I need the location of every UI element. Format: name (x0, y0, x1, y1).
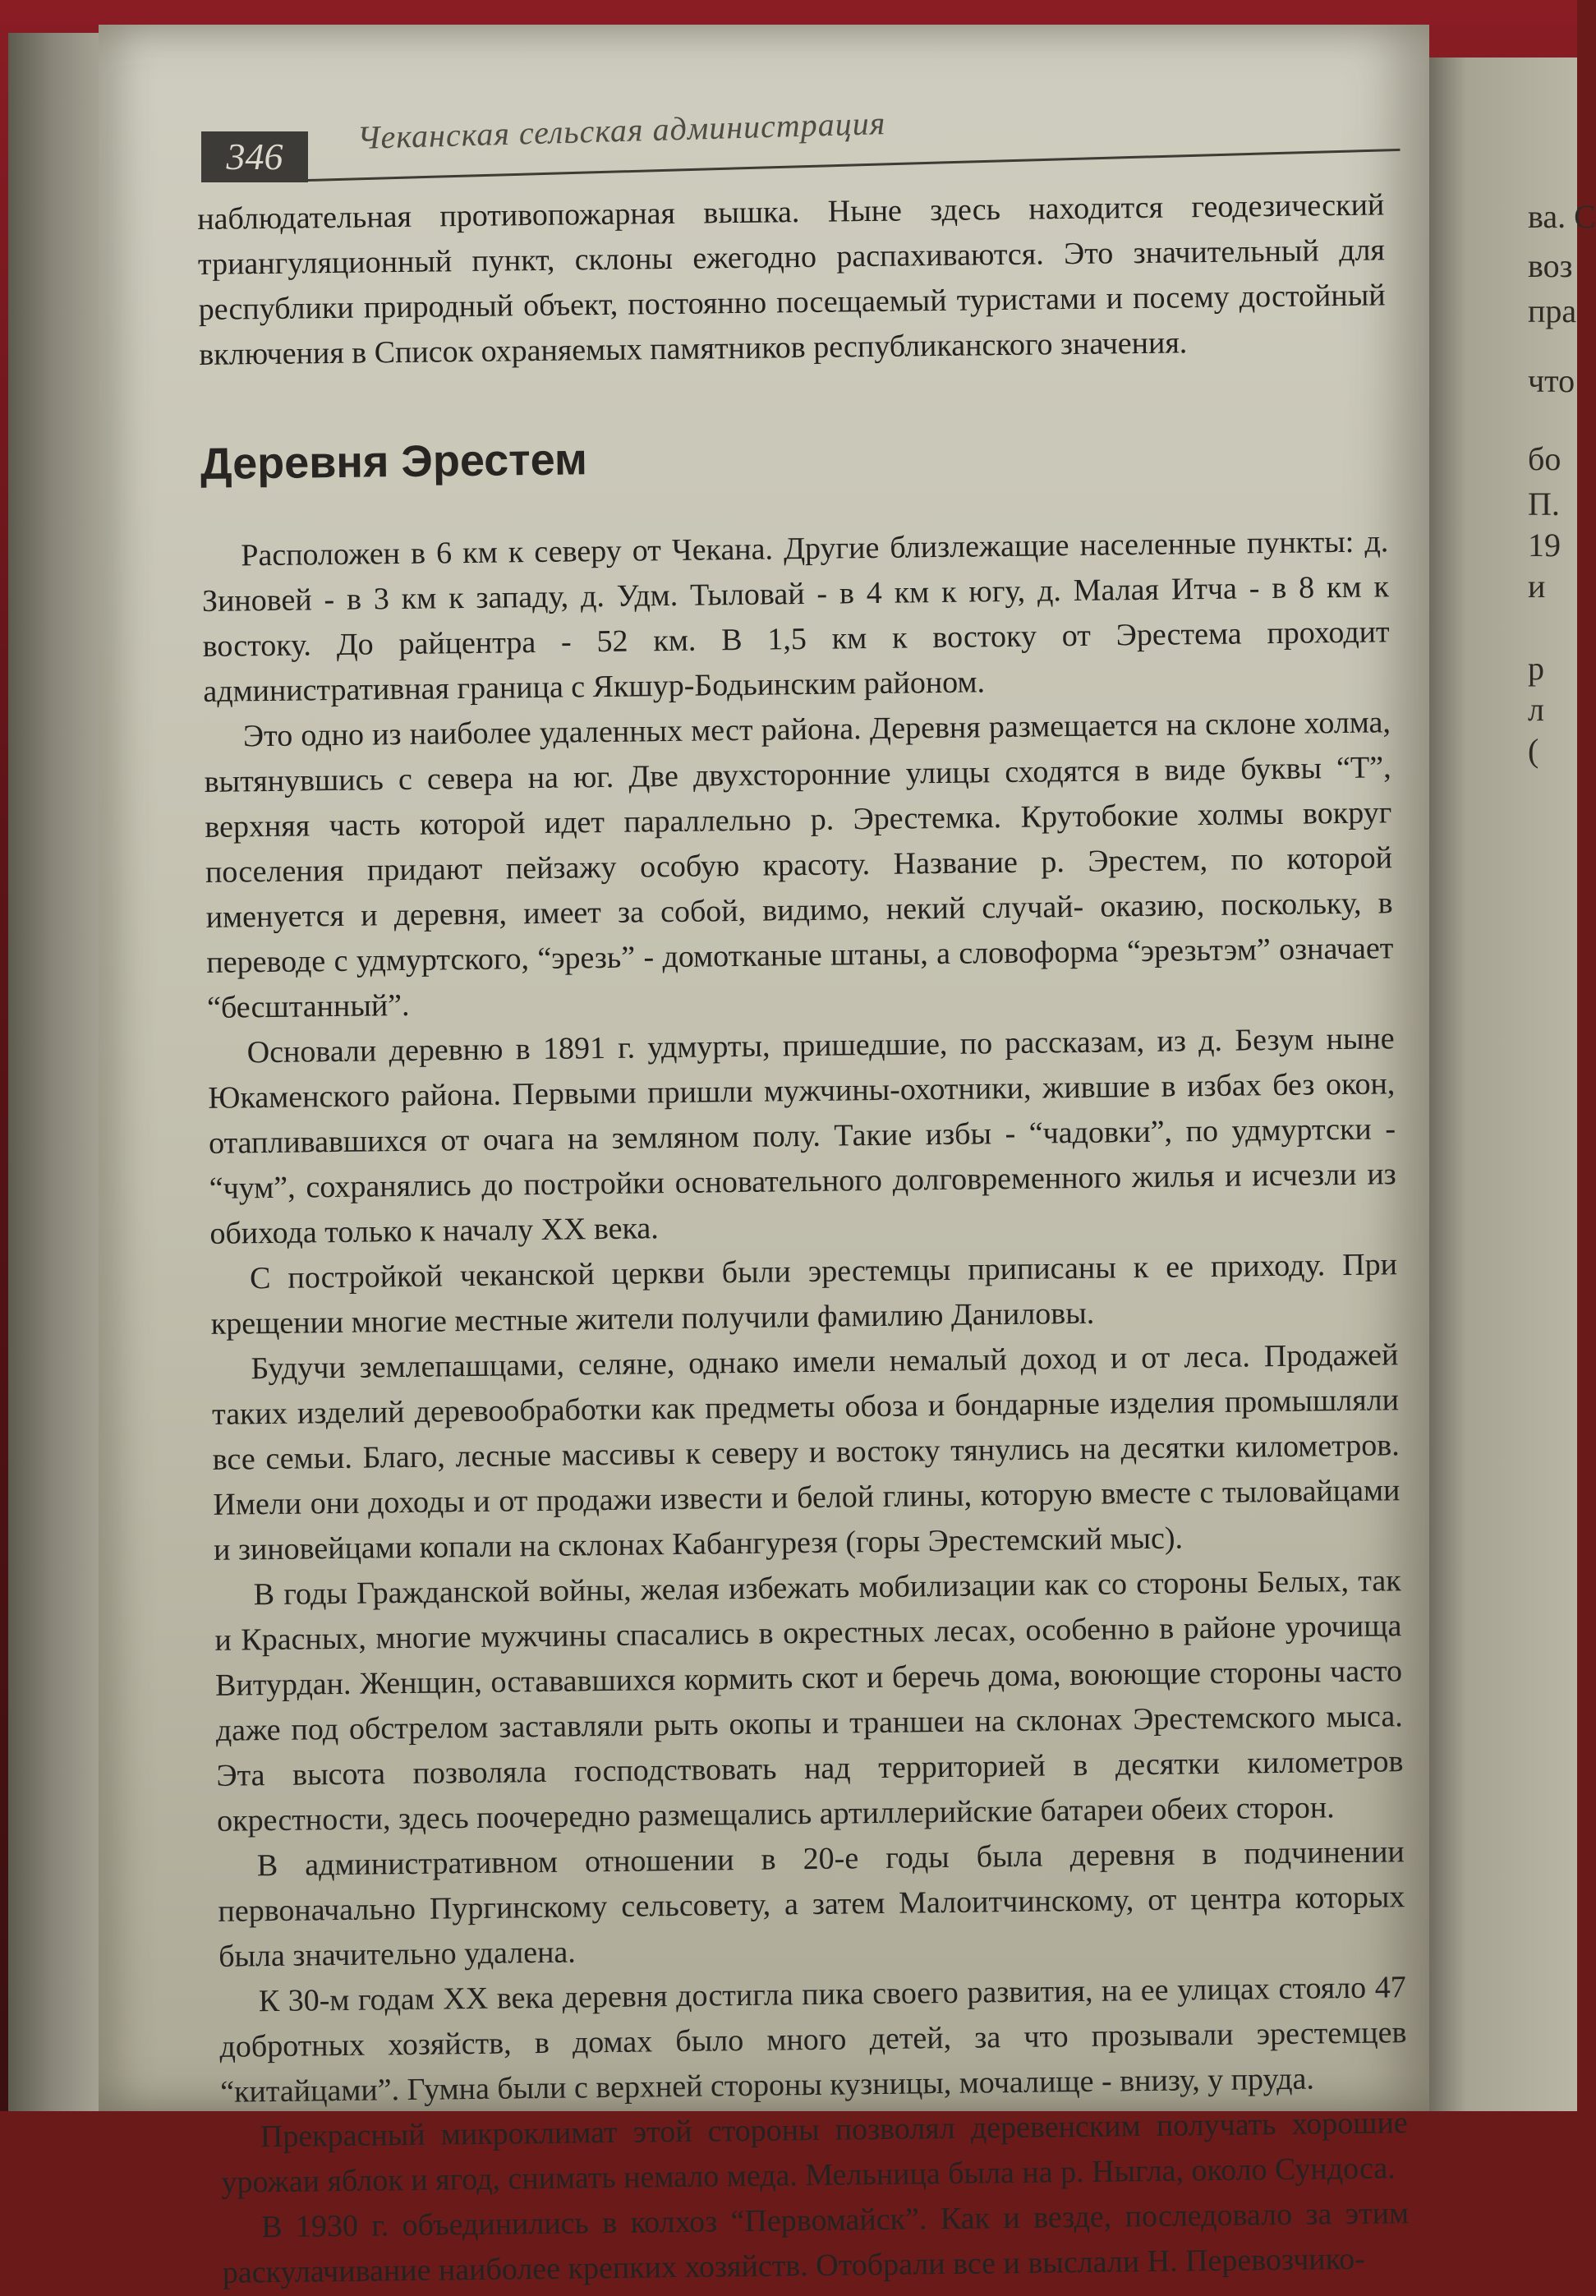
intro-paragraph: наблюдательная противопожарная вышка. Ныне здесь находится геодезический триангуляционный пункт, склоны ежегодно распахиваются. Это значительный для республики природный объект, постоянно посещаемый туристами и посему достойный включения в Список охраняемых памятников республиканского значения. (197, 187, 1386, 372)
facing-fragment: пра (1528, 292, 1577, 329)
running-title: Чеканская сельская администрация (356, 104, 886, 156)
facing-fragment: 19 (1528, 527, 1561, 564)
paragraph: Основали деревню в 1891 г. удмурты, пришедшие, по рассказам, из д. Безум ныне Юкаменского района. Первыми пришли мужчины-охотники, жившие в избах без окон, отапливавшихся от очага на земляном полу. Такие избы - “чадовки”, по удмуртски - “чум”, сохранялись до постройки основательного долговременного жилья и исчезли из обихода только к началу XX века. (208, 1021, 1396, 1251)
paragraph: Расположен в 6 км к северу от Чекана. Другие близлежащие населенные пункты: д. Зиновей - в 3 км к западу, д. Удм. Тыловай - в 4 км к югу, д. Малая Итча - в 8 км к востоку. До райцентра - 52 км. В 1,5 км к востоку от Эрестема проходит административная граница с Якшур-Бодьинским районом. (201, 524, 1390, 709)
paragraph: Будучи землепашцами, селяне, однако имели немалый доход и от леса. Продажей таких изделий деревообработки как предметы обоза и бондарные изделия промышляли все семьи. Благо, лесные массивы к северу и востоку тянулись на десятки километров. Имели они доходы и от продажи извести и белой глины, которую вместе с тыловайцами и зиновейцами копали на склонах Кабангурезя (горы Эрестемский мыс). (211, 1337, 1401, 1567)
facing-fragment: что (1528, 362, 1575, 399)
facing-fragment: и (1528, 568, 1546, 605)
facing-fragment: воз (1528, 247, 1573, 284)
page-number: 346 (201, 131, 308, 182)
paragraph: С постройкой чеканской церкви были эрестемцы приписаны к ее приходу. При крещении многие местные жители получили фамилию Даниловы. (210, 1247, 1398, 1341)
paragraph: Это одно из наиболее удаленных мест района. Деревня размещается на склоне холма, вытянувшись с севера на юг. Две двухсторонние улицы сходятся в виде буквы “Т”, верхняя часть которой идет параллельно р. Эрестемка. Крутобокие холмы вокруг поселения придают пейзажу особую красоту. Название р. Эрестем, по которой именуется и деревня, имеет за собой, видимо, некий случай- оказию, поскольку, в переводе с удмуртского, “эрезь” - домотканые штаны, а словоформа “эрезьтэм” означает “бесштанный”. (204, 705, 1394, 1025)
paragraph: В административном отношении в 20-е годы была деревня в подчинении первоначально Пургинскому сельсовету, а затем Малоитчинскому, от центра которых была значительно удалена. (218, 1834, 1405, 1974)
facing-fragment: П. (1528, 485, 1560, 522)
facing-fragment: бо (1528, 440, 1562, 477)
facing-fragment: р (1528, 650, 1544, 687)
paragraph: В 1930 г. объединились в колхоз “Первомайск”. Как и везде, последовало за этим раскулачивание наиболее крепких хозяйств. Отобрали все и выслали Н. Перевозчико- (222, 2196, 1410, 2290)
section-title: Деревня Эрестем (200, 435, 588, 489)
page-body (197, 182, 1410, 2295)
paragraph: В годы Гражданской войны, желая избежать мобилизации как со стороны Белых, так и Красных, многие мужчины спасались в окрестных лесах, особенно в районе урочища Витурдан. Женщин, остававшихся кормить скот и беречь дома, воюющие стороны часто даже под обстрелом заставляли рыть окопы и траншеи на склонах Эрестемского мыса. Эта высота позволяла господствовать над территорией в десятки километров окрестности, здесь поочередно размещались артиллерийские батареи обеих сторон. (214, 1563, 1404, 1838)
paragraph: К 30-м годам XX века деревня достигла пика своего развития, на ее улицах стояло 47 добротных хозяйств, в домах было много детей, за что прозывали эрестемцев “китайцами”. Гумна были с верхней стороны кузницы, мочалище - внизу, у пруда. (219, 1970, 1407, 2110)
facing-fragment: л (1528, 691, 1544, 728)
facing-fragment: ( (1528, 732, 1539, 769)
page-header (201, 99, 1433, 189)
facing-fragment: ва. С (1528, 198, 1596, 235)
paragraph: Прекрасный микроклимат этой стороны позволял деревенским получать хорошие урожаи яблок и ягод, снимать немало меда. Мельница была на р. Ныгла, около Сундоса. (221, 2105, 1409, 2200)
